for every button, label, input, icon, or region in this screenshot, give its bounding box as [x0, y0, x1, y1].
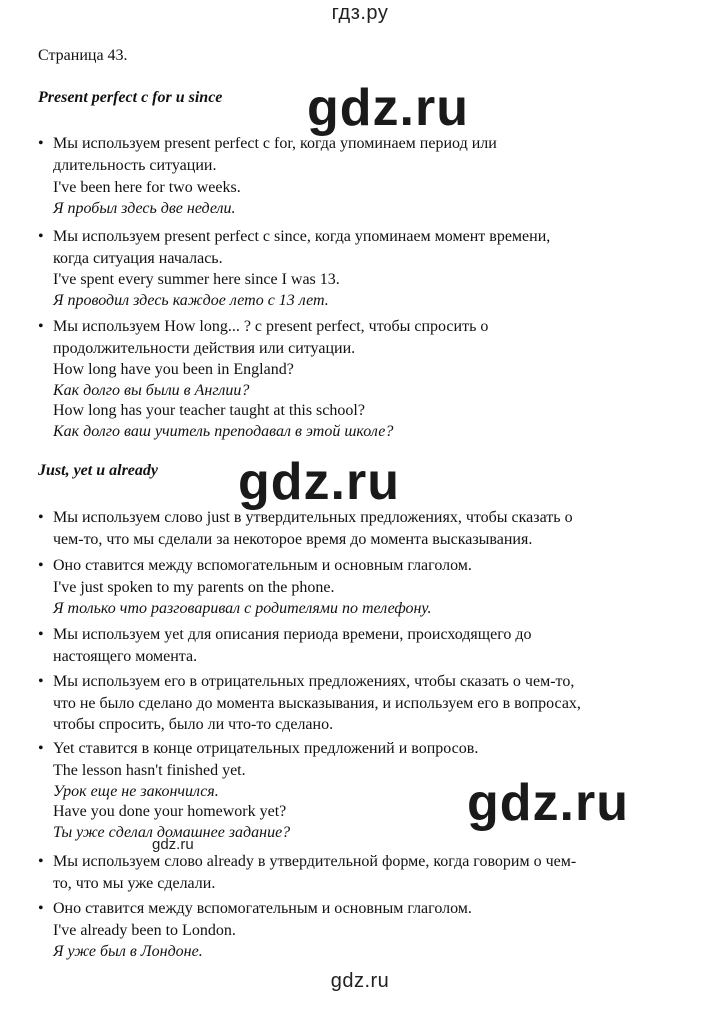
bullet-icon: •: [38, 853, 44, 870]
bullet-icon: •: [38, 673, 44, 690]
bullet-icon: •: [38, 900, 44, 917]
watermark-logo: gdz.ru: [238, 453, 400, 511]
example-sentence: I've just spoken to my parents on the phone.: [53, 579, 335, 596]
example-sentence: How long have you been in England?: [53, 361, 294, 378]
bullet-icon: •: [38, 135, 44, 152]
site-brand-footer[interactable]: gdz.ru: [330, 970, 390, 992]
rule-text: то, что мы уже сделали.: [53, 875, 216, 892]
rule-text: что не было сделано до момента высказывания, и используем его в вопросах,: [53, 695, 581, 712]
bullet-icon: •: [38, 509, 44, 526]
section-heading-present-perfect: Present perfect с for и since: [38, 89, 223, 106]
rule-text: когда ситуация началась.: [53, 250, 223, 267]
bullet-icon: •: [38, 740, 44, 757]
example-sentence: Have you done your homework yet?: [53, 803, 287, 820]
example-translation: Я проводил здесь каждое лето с 13 лет.: [53, 292, 329, 309]
rule-text: Мы используем его в отрицательных предложениях, чтобы сказать о чем-то,: [53, 673, 575, 690]
watermark-small-logo: gdz.ru: [152, 836, 194, 853]
example-sentence: The lesson hasn't finished yet.: [53, 762, 246, 779]
example-translation: Как долго вы были в Англии?: [53, 382, 250, 399]
rule-text: настоящего момента.: [53, 648, 198, 665]
rule-text: Мы используем present perfect с since, когда упоминаем момент времени,: [53, 228, 551, 245]
rule-text: длительность ситуации.: [53, 157, 217, 174]
page-label: Страница 43.: [38, 47, 128, 64]
rule-text: продолжительности действия или ситуации.: [53, 340, 356, 357]
bullet-icon: •: [38, 626, 44, 643]
rule-text: Мы используем present perfect с for, когда упоминаем период или: [53, 135, 497, 152]
rule-text: Yet ставится в конце отрицательных предложений и вопросов.: [53, 740, 479, 757]
rule-text: Оно ставится между вспомогательным и основным глаголом.: [53, 557, 472, 574]
rule-text: Мы используем слово already в утвердительной форме, когда говорим о чем-: [53, 853, 577, 870]
bullet-icon: •: [38, 318, 44, 335]
example-translation: Урок еще не закончился.: [53, 783, 219, 800]
site-brand-header[interactable]: гдз.ру: [331, 2, 389, 24]
rule-text: Мы используем слово just в утвердительных предложениях, чтобы сказать о: [53, 509, 573, 526]
example-sentence: I've already been to London.: [53, 922, 236, 939]
bullet-icon: •: [38, 557, 44, 574]
example-translation: Я пробыл здесь две недели.: [53, 200, 236, 217]
example-sentence: I've spent every summer here since I was 13.: [53, 271, 340, 288]
example-sentence: I've been here for two weeks.: [53, 179, 241, 196]
example-translation: Как долго ваш учитель преподавал в этой школе?: [53, 423, 394, 440]
watermark-logo: gdz.ru: [307, 79, 469, 137]
example-sentence: How long has your teacher taught at this school?: [53, 402, 365, 419]
watermark-logo: gdz.ru: [467, 774, 629, 832]
rule-text: чтобы спросить, было ли что-то сделано.: [53, 716, 334, 733]
rule-text: Оно ставится между вспомогательным и основным глаголом.: [53, 900, 472, 917]
example-translation: Я уже был в Лондоне.: [53, 943, 203, 960]
section-heading-just-yet-already: Just, yet и already: [38, 462, 158, 479]
bullet-icon: •: [38, 228, 44, 245]
rule-text: Мы используем How long... ? с present perfect, чтобы спросить о: [53, 318, 489, 335]
rule-text: чем-то, что мы сделали за некоторое время до момента высказывания.: [53, 531, 533, 548]
rule-text: Мы используем yet для описания периода времени, происходящего до: [53, 626, 532, 643]
example-translation: Ты уже сделал домашнее задание?: [53, 824, 291, 841]
example-translation: Я только что разговаривал с родителями по телефону.: [53, 600, 432, 617]
